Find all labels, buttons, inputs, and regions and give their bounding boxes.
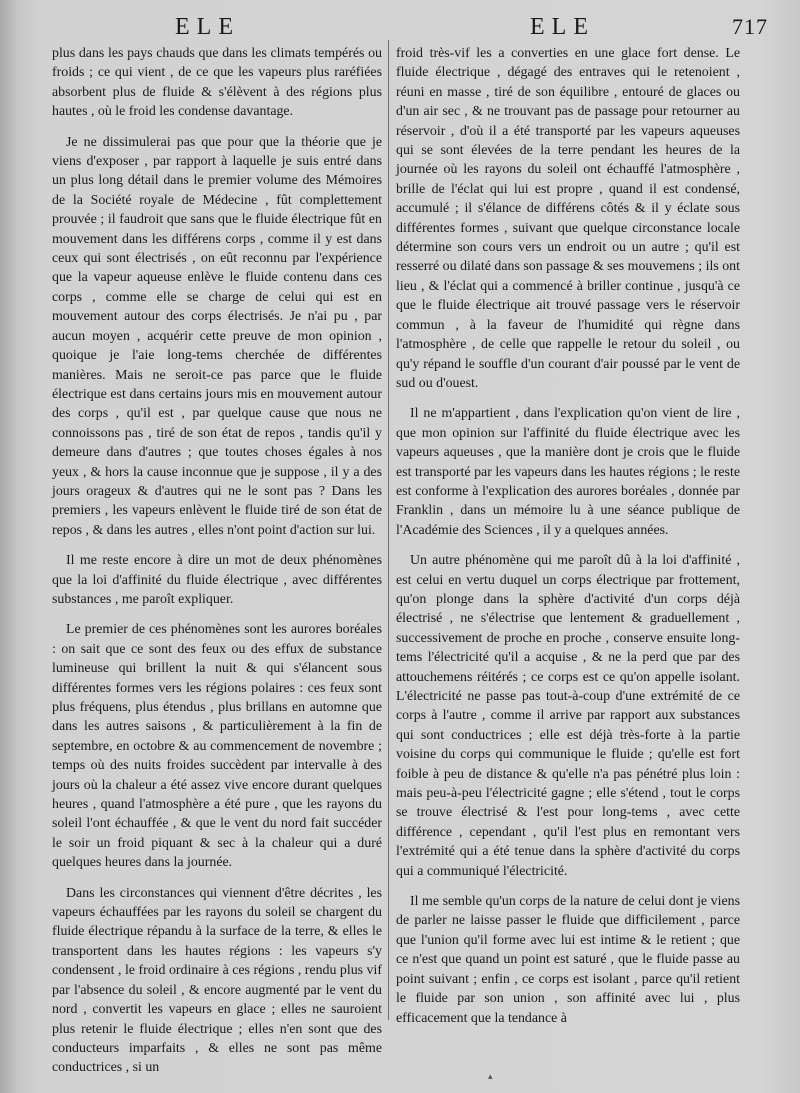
paragraph: Je ne dissimulerai pas que pour que la théorie que je viens d'exposer , par rapport à laquelle je suis entré dans un plus long détail dans le premier volume des Mémoires de la Société royale de Médecine , fût complettement prouvée ; il faudroit que sans que le fluide électrique fût en mouvement dans les différens corps , comme il y est dans ceux qui sont électrisés , on eût reconnu par l'expérience que la vapeur aqueuse enlève le fluide contenu dans ces corps , comme elle se charge de celui qui est en mouvement autour des corps électrisés. Je n'ai pu , par aucun moyen , acquérir cette preuve de mon opinion , quoique je l'aie long-tems cherchée de différentes manières. Mais ne seroit-ce pas parce que le fluide électrique est dans certains jours mis en mouvement autour des corps , qu'il est , par quelque cause que nous ne connoissons pas , tiré de son état de repos , tandis qu'il y demeure dans d'autres ; que toutes choses égales à nos yeux , & hors la cause inconnue que je suppose , il y a des jours orageux & d'autres qui ne le sont pas ? Dans les premiers , les vapeurs enlèvent le fluide tiré de son état de repos , & dans les autres , elles n'ont point d'action sur lui. xyxy=(52,134,382,538)
paragraph: Le premier de ces phénomènes sont les aurores boréales : on sait que ce sont des feux ou des effux de substance lumineuse qui brillent la nuit & qui s'élancent sous différentes formes vers les régions polaires : ces feux sont plus fréquens, plus étendus , plus brillans en automne que dans les autres saisons , & particulièrement à la fin de septembre, en octobre & au commencement de novembre ; temps où des nuits froides succèdent par intervalle à des jours où la chaleur a été assez vive encore durant quelques heures , quand l'atmosphère a été pure , que les rayons du soleil l'ont échauffée , & que le vent du nord fait succéder le soir un froid piquant & sec à la chaleur qui a duré quelques heures dans la journée. xyxy=(52,622,382,871)
running-header xyxy=(0,14,800,42)
page-mark: ▴ xyxy=(488,1072,493,1082)
page-number: 717 xyxy=(732,14,768,39)
paragraph: Un autre phénomène qui me paroît dû à la loi d'affinité , est celui en vertu duquel un corps électrique par frottement, qu'on plonge dans la sphère d'activité d'un corps déjà électrisé , ne s'électrise que lentement & graduellement , successivement de proche en proche , conserve ensuite long-tems l'électricité qu'il a acquise , & ne la perd que par des attouchemens réitérés ; ce corps est ce qu'on appelle isolant. L'électricité ne passe pas tout-à-coup d'une extrémité de ce corps à l'autre , comme il arrive par rapport aux substances qui sont conductrices ; elle est déjà très-forte à la partie voisine du corps qui communique le fluide ; qu'elle est fort foible à peu de distance & qu'elle n'a pas pénétré plus loin : mais peu-à-peu l'électricité gagne ; elle s'étend , tout le corps se trouve électrisé & l'est pour long-tems , avec cette différence , cependant , qu'il l'est plus en remontant vers l'extrémité qui a été tenue dans la sphère d'activité du corps qui a communiqué l'électricité. xyxy=(396,553,740,879)
paragraph: plus dans les pays chauds que dans les climats tempérés ou froids ; ce qui vient , de ce que les vapeurs plus raréfiées absorbent plus de fluide & s'élèvent à des régions plus hautes , où le froid les condense davantage. xyxy=(52,46,382,120)
paragraph: Dans les circonstances qui viennent d'être décrites , les vapeurs échauffées par les rayons du soleil se chargent du fluide électrique répandu à la surface de la terre, & elles le transportent dans les hautes régions : les vapeurs s'y condensent , le froid ordinaire à ces régions , rendu plus vif par l'absence du soleil , & encore augmenté par le vent du nord , convertit les vapeurs en glace ; elles ne sauroient plus retenir le fluide électrique ; elles n'en sont que des conducteurs imparfaits , & elles ne sont pas même conductrices , si un xyxy=(52,885,382,1076)
paragraph: Il ne m'appartient , dans l'explication qu'on vient de lire , que mon opinion sur l'affinité du fluide électrique avec les vapeurs aqueuses , que la manière dont je crois que le fluide est transporté par les vapeurs dans les hautes régions ; le reste est conforme à l'explication des aurores boréales , donnée par Franklin , dans un mémoire lu à une séance publique de l'Académie des Sciences , il y a quelques années. xyxy=(396,406,740,538)
header-left-word: ELE xyxy=(175,14,240,40)
paragraph: Il me reste encore à dire un mot de deux phénomènes que la loi d'affinité du fluide électrique , avec différentes substances , me paroît expliquer. xyxy=(52,553,382,607)
column-divider xyxy=(388,40,389,1020)
paragraph: Il me semble qu'un corps de la nature de celui dont je viens de parler ne laisse passer le fluide que difficilement , parce que l'union qu'il forme avec lui est intime & le retient ; que ce n'est que quand un point est saturé , que le fluide passe au point suivant ; enfin , ce corps est isolant , parce qu'il retient le fluide par son union , son affinité avec lui , plus efficacement que la tendance à xyxy=(396,894,740,1026)
left-column xyxy=(52,44,382,1089)
paragraph: froid très-vif les a converties en une glace fort dense. Le fluide électrique , dégagé des entraves qui le retenoient , réuni en masse , tiré de son équilibre , entouré de glaces ou d'un air sec , & ne trouvant pas de passage pour retourner au réservoir , d'où il a été transporté par les vapeurs aqueuses qui se sont élevées de la terre pendant les heures de la journée où les rayons du soleil ont échauffé l'atmosphère , brille de l'éclat qui lui est propre , quand il est condensé, accumulé ; il s'élance de différens côtés & il y éclate sous différentes formes , suivant que quelque circonstance locale détermine son cours vers un endroit ou un autre ; qu'il est resserré ou dilaté dans son passage & ses mouvemens ; ils ont lieu , & l'éclat qui a commencé à briller continue , jusqu'à ce que le fluide électrique ait trouvé passage vers le réservoir commun , à la faveur de l'humidité qui règne dans l'atmosphère , de celle que rappelle le retour du soleil , ou qu'y répand le souffle d'un courant d'air poussé par le vent de sud ou d'ouest. xyxy=(396,46,740,391)
header-center-word: ELE xyxy=(530,14,595,40)
right-column xyxy=(396,44,740,1039)
